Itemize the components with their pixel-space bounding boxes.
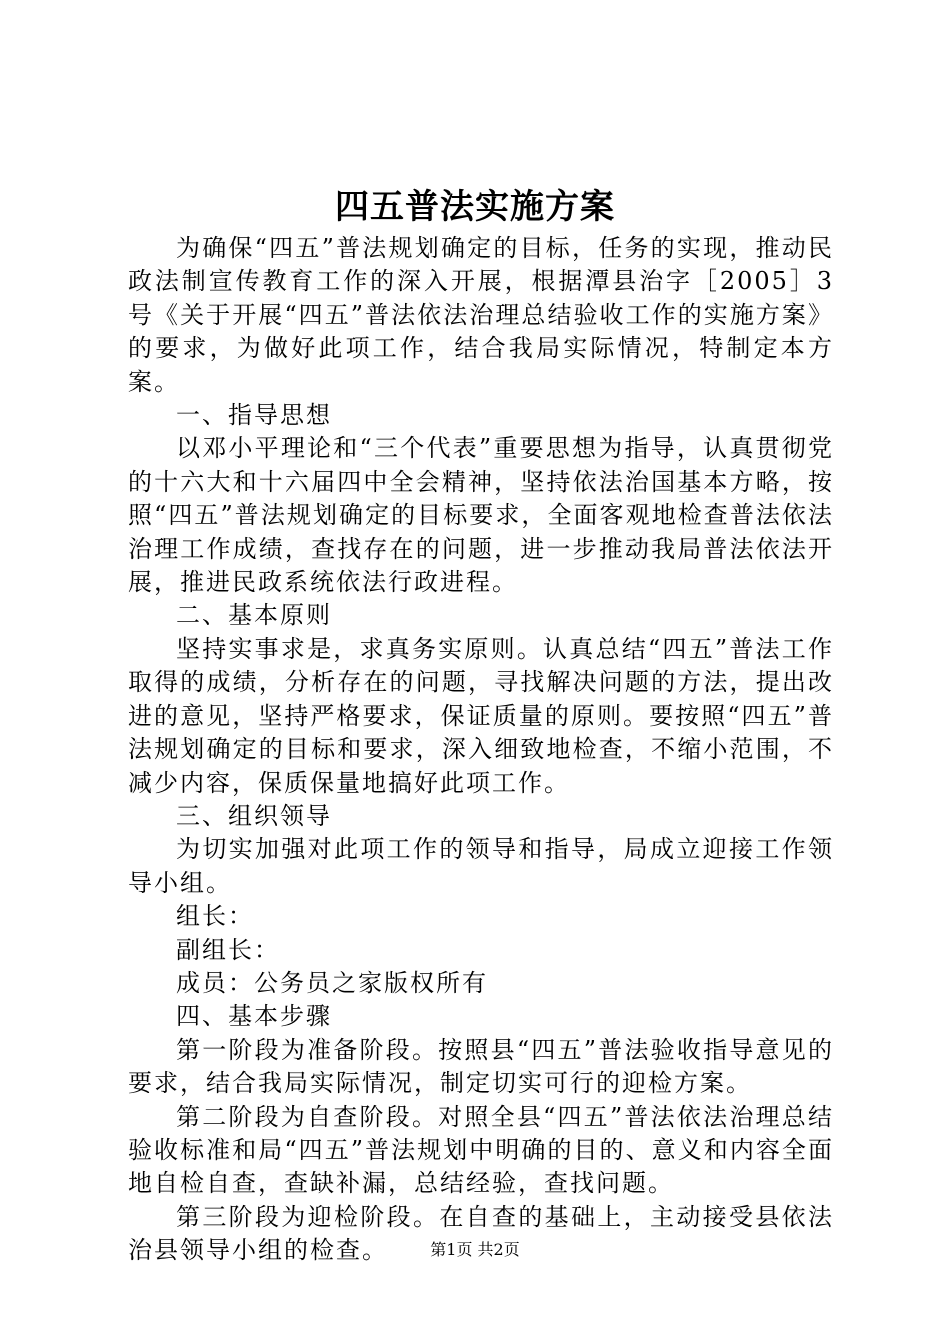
document-title: 四五普法实施方案 <box>335 187 615 227</box>
organization-paragraph: 为切实加强对此项工作的领导和指导，局成立迎接工作领导小组。 <box>128 835 834 897</box>
section-heading-guiding-ideology: 一、指导思想 <box>176 401 332 430</box>
section-heading-organization: 三、组织领导 <box>176 801 332 830</box>
section-heading-basic-steps: 四、基本步骤 <box>176 1002 332 1031</box>
stage-three-paragraph: 第三阶段为迎检阶段。在自查的基础上，主动接受县依法治县领导小组的检查。 <box>128 1202 834 1265</box>
stage-one-paragraph: 第一阶段为准备阶段。按照县“四五”普法验收指导意见的要求，结合我局实际情况，制定切实可行的迎检方案。 <box>128 1035 834 1098</box>
intro-paragraph: 为确保“四五”普法规划确定的目标，任务的实现，推动民政法制宣传教育工作的深入开展，根据潭县治字［2005］3号《关于开展“四五”普法依法治理总结验收工作的实施方案》的要求，为做好此项工作，结合我局实际情况，特制定本方案。 <box>128 234 834 396</box>
section-heading-basic-principles: 二、基本原则 <box>176 601 332 630</box>
page-number-footer: 第1页 共2页 <box>430 1240 520 1259</box>
stage-two-paragraph: 第二阶段为自查阶段。对照全县“四五”普法依法治理总结验收标准和局“四五”普法规划中明确的目的、意义和内容全面地自检自查，查缺补漏，总结经验，查找问题。 <box>128 1102 834 1198</box>
document-body <box>128 232 834 1268</box>
group-leader-line: 组长： <box>176 902 254 931</box>
deputy-leader-line: 副组长： <box>176 935 280 964</box>
guiding-ideology-paragraph: 以邓小平理论和“三个代表”重要思想为指导，认真贯彻党的十六大和十六届四中全会精神，坚持依法治国基本方略，按照“四五”普法规划确定的目标要求，全面客观地检查普法依法治理工作成绩，查找存在的问题，进一步推动我局普法依法开展，推进民政系统依法行政进程。 <box>128 434 834 597</box>
members-line: 成员：公务员之家版权所有 <box>176 968 488 997</box>
basic-principles-paragraph: 坚持实事求是，求真务实原则。认真总结“四五”普法工作取得的成绩，分析存在的问题，寻找解决问题的方法，提出改进的意见，坚持严格要求，保证质量的原则。要按照“四五”普法规划确定的目标和要求，深入细致地检查，不缩小范围，不减少内容，保质保量地搞好此项工作。 <box>128 634 834 797</box>
